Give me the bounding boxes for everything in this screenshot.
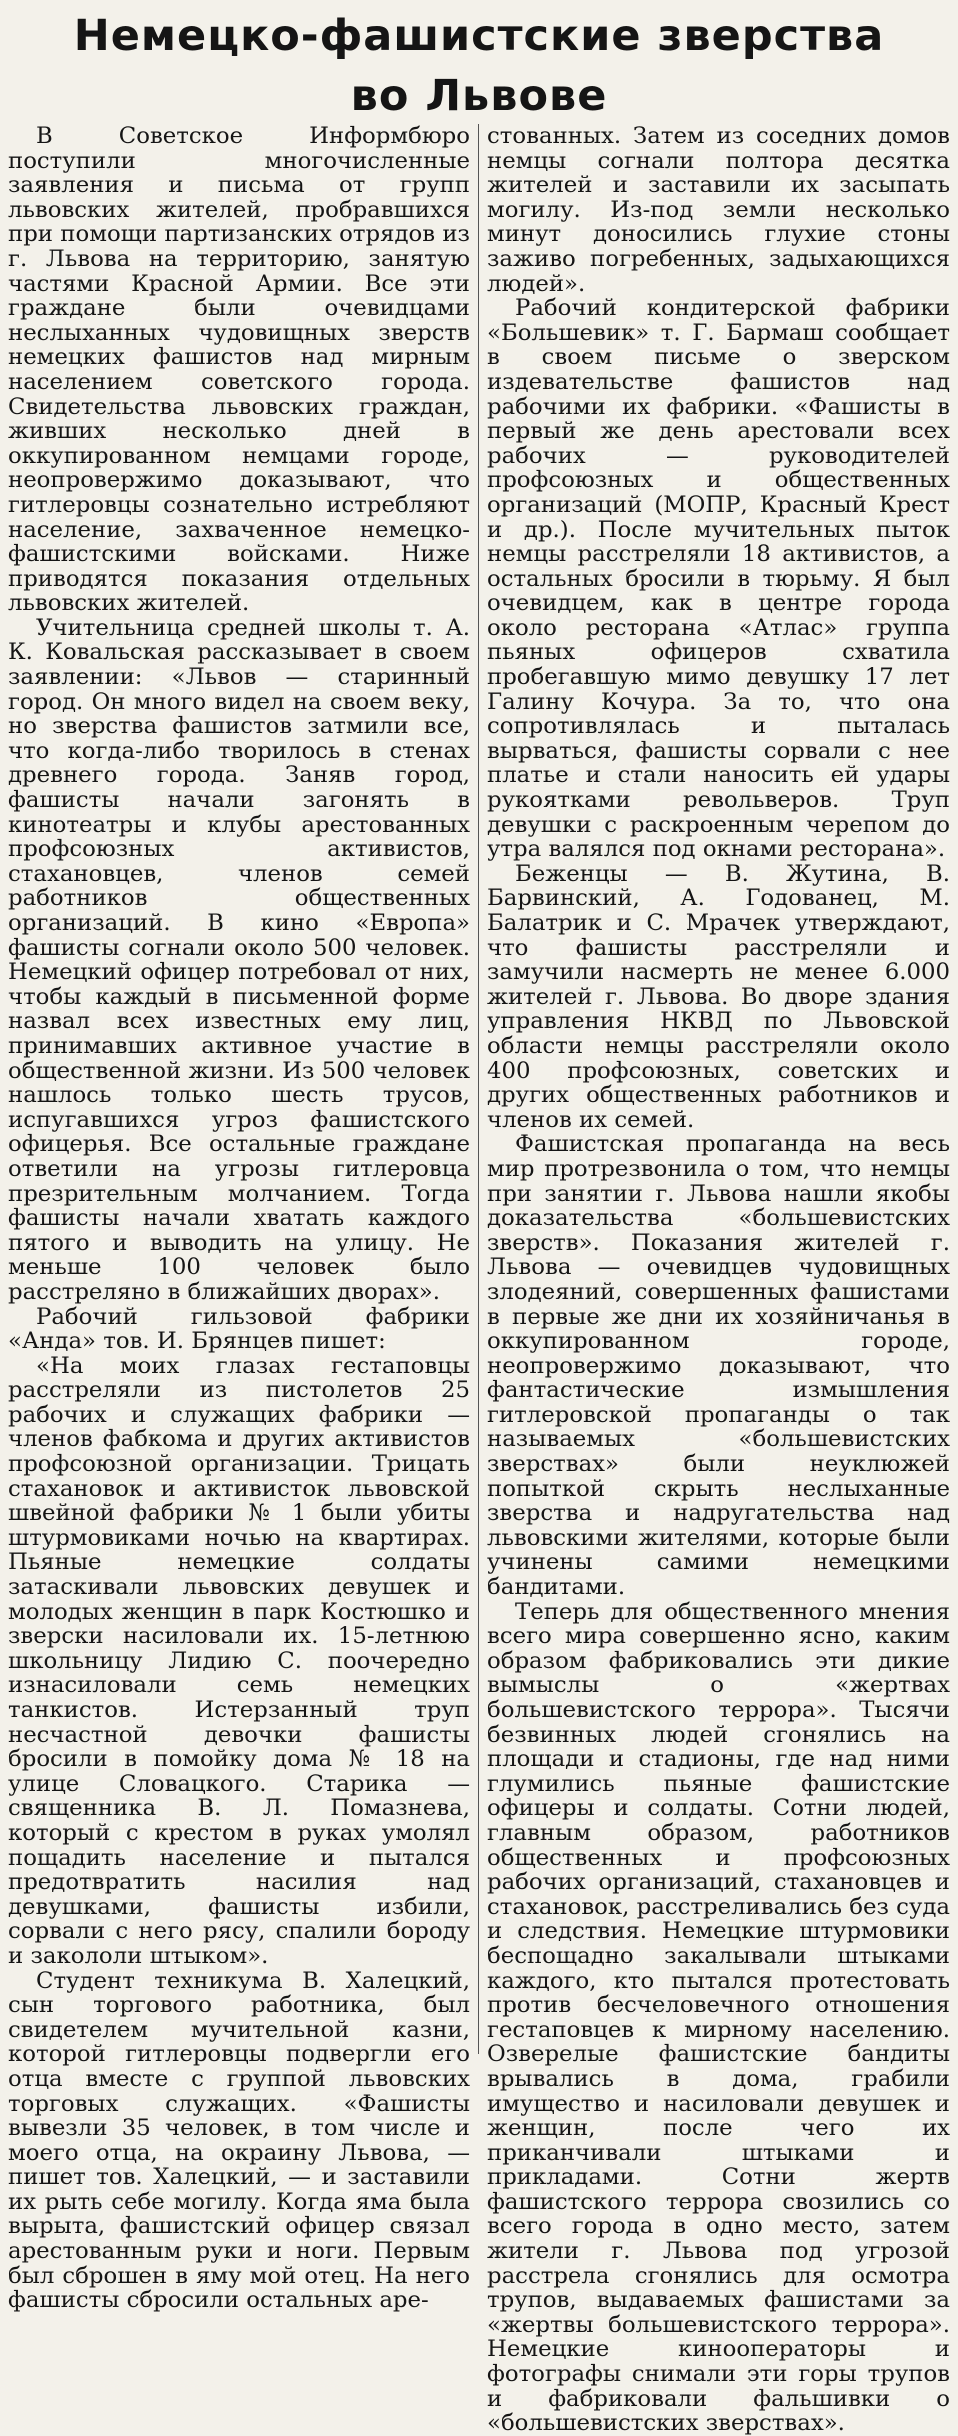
column-divider xyxy=(478,124,479,2054)
paragraph-refugees: Беженцы — В. Жутина, В. Барвинский, А. Годованец, М. Балатрик и С. Мрачек утверждают, что фашисты расстреляли и замучили насмерть не менее 6.000 жителей г. Львова. Во дворе здания управления НКВД по Львовской области немцы расстреляли около 400 профсоюзных, советских и других общественных работников и членов их семей. xyxy=(487,860,950,1133)
paragraph-khaletsky-continued: стованных. Затем из соседних домов немцы согнали полтора десятка жителей и заставили их засыпать могилу. Из-под земли несколько минут доносились глухие стоны заживо погребенных, задыхающихся людей». xyxy=(487,123,950,297)
article-headline xyxy=(0,6,958,126)
headline-line-2: во Львове xyxy=(350,71,608,121)
article-column-right xyxy=(487,124,950,2436)
article-column-left xyxy=(8,124,470,2313)
paragraph-propaganda: Фашистская пропаганда на весь мир протрезвонила о том, что немцы при занятии г. Львова нашли якобы доказательства «большевистских зверств». Показания жителей г. Львова — очевидцев чудовищных злодеяний, совершенных фашистами в первые же дни их хозяйничанья в оккупированном городе, неопровержимо доказывают, что фантастические измышления гитлеровской пропаганды о так называемых «большевистских зверствах» были неуклюжей попыткой скрыть неслыханные зверства и надругательства над львовскими жителями, которые были учинены самими немецкими бандитами. xyxy=(487,1131,950,1601)
paragraph-kovalskaya: Учительница средней школы т. А. К. Ковальская рассказывает в своем заявлении: «Львов — старинный город. Он много видел на своем веку, но зверства фашистов затмили все, что когда-либо творилось в стенах древнего города. Заняв город, фашисты начали загонять в кинотеатры и клубы арестованных профсоюзных активистов, стахановцев, членов семей работников общественных организаций. В кино «Европа» фашисты согнали около 500 человек. Немецкий офицер потребовал от них, чтобы каждый в письменной форме назвал всех известных ему лиц, принимавших активное участие в общественной жизни. Из 500 человек нашлось только шесть трусов, испугавшихся угроз фашистского офицерья. Все остальные граждане ответили на угрозы гитлеровца презрительным молчанием. Тогда фашисты начали хватать каждого пятого и выводить на улицу. Не меньше 100 человек было расстреляно в ближайших дворах». xyxy=(8,614,470,1305)
headline-line-1: Немецко-фашистские зверства xyxy=(73,11,885,61)
paragraph-conclusion: Теперь для общественного мнения всего мира совершенно ясно, каким образом фабриковались эти дикие вымыслы о «жертвах большевистского террора». Тысячи безвинных людей сгонялись на площади и стадионы, где над ними глумились пьяные фашистские офицеры и солдаты. Сотни людей, главным образом, работников общественных и профсоюзных рабочих организаций, стахановцев и стахановок, расстреливались без суда и следствия. Немецкие штурмовики беспощадно закалывали штыками каждого, кто пытался протестовать против бесчеловечного отношения гестаповцев к мирному населению. Озверелые фашистские бандиты врывались в дома, грабили имущество и насиловали девушек и женщин, после чего их приканчивали штыками и прикладами. Сотни жертв фашистского террора свозились со всего города в одно место, затем жители г. Львова под угрозой расстрела сгонялись для осмотра трупов, выдаваемых фашистами за «жертвы большевистского террора». Немецкие кинооператоры и фотографы снимали эти горы трупов и фабриковали фальшивки о «большевистских зверствах». xyxy=(487,1598,950,2436)
paragraph-intro: В Советское Информбюро поступили многочисленные заявления и письма от групп львовских жителей, пробравшихся при помощи партизанских отрядов из г. Львова на территорию, занятую частями Красной Армии. Все эти граждане были очевидцами неслыханных чудовищных зверств немецких фашистов над мирным населением советского города. Свидетельства львовских граждан, живших несколько дней в оккупированном немцами городе, неопровержимо доказывают, что гитлеровцы сознательно истребляют население, захваченное немецко-фашистскими войсками. Ниже приводятся показания отдельных львовских жителей. xyxy=(8,123,470,617)
paragraph-bryantsev-intro: Рабочий гильзовой фабрики «Анда» тов. И. Брянцев пишет: xyxy=(8,1303,470,1355)
paragraph-bryantsev-quote: «На моих глазах гестаповцы расстреляли из пистолетов 25 рабочих и служащих фабрики — членов фабкома и других активистов профсоюзной организации. Трицать стахановок и активисток львовской швейной фабрики № 1 были убиты штурмовиками ночью на квартирах. Пьяные немецкие солдаты затаскивали львовских девушек и молодых женщин в парк Костюшко и зверски насиловали их. 15-летнюю школьницу Лидию С. поочередно изнасиловали семь немецких танкистов. Истерзанный труп несчастной девочки фашисты бросили в помойку дома № 18 на улице Словацкого. Старика — священника В. Л. Помазнева, который с крестом в руках умолял пощадить население и пытался предотвратить насилия над девушками, фашисты избили, сорвали с него рясу, спалили бороду и закололи штыком». xyxy=(8,1352,470,1969)
paragraph-barmash: Рабочий кондитерской фабрики «Большевик» т. Г. Бармаш сообщает в своем письме о зверском издевательстве фашистов над рабочими их фабрики. «Фашисты в первый же день арестовали всех рабочих — руководителей профсоюзных и общественных организаций (МОПР, Красный Крест и др.). После мучительных пыток немцы расстреляли 18 активистов, а остальных бросили в тюрьму. Я был очевидцем, как в центре города около ресторана «Атлас» группа пьяных офицеров схватила пробегавшую мимо девушку 17 лет Галину Кочура. За то, что она сопротивлялась и пыталась вырваться, фашисты сорвали с нее платье и стали наносить ей удары рукоятками револьверов. Труп девушки с раскроенным черепом до утра валялся под окнами ресторана». xyxy=(487,295,950,863)
paragraph-khaletsky: Студент техникума В. Халецкий, сын торгового работника, был свидетелем мучительной казни, которой гитлеровцы подвергли его отца вместе с группой львовских торговых служащих. «Фашисты вывезли 35 человек, в том числе и моего отца, на окраину Львова, — пишет тов. Халецкий, — и заставили их рыть себе могилу. Когда яма была вырыта, фашистский офицер связал арестованным руки и ноги. Первым был сброшен в яму мой отец. На него фашисты сбросили остальных аре- xyxy=(8,1967,470,2314)
